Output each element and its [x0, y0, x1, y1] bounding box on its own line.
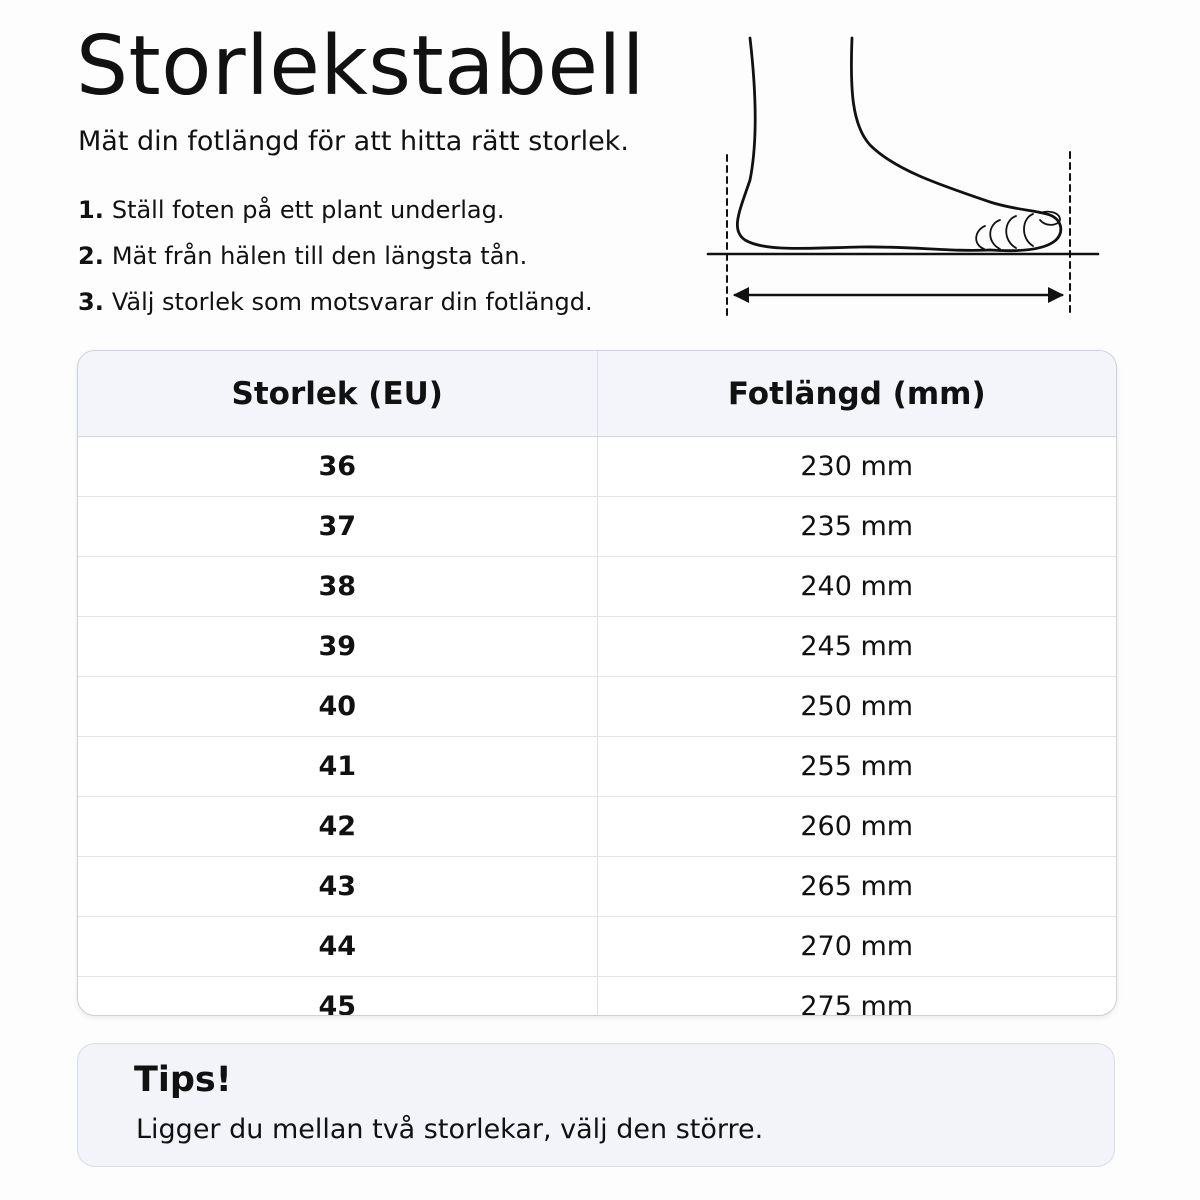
page-title: Storlekstabell [76, 19, 645, 114]
instruction-list [78, 192, 593, 330]
step-number: 2. [78, 242, 104, 270]
instruction-step [78, 192, 593, 238]
page-subtitle: Mät din fotlängd för att hitta rätt storlek. [78, 126, 629, 157]
length-cell: 260 mm [597, 797, 1116, 857]
step-text: Välj storlek som motsvarar din fotlängd. [111, 288, 593, 316]
tips-text: Ligger du mellan två storlekar, välj den större. [136, 1114, 764, 1145]
size-cell: 36 [78, 437, 597, 497]
size-cell: 39 [78, 617, 597, 677]
size-cell: 43 [78, 857, 597, 917]
table-row [78, 797, 1116, 857]
table-header-row [78, 351, 1116, 437]
size-cell: 37 [78, 497, 597, 557]
length-cell: 255 mm [597, 737, 1116, 797]
length-cell: 230 mm [597, 437, 1116, 497]
length-cell: 265 mm [597, 857, 1116, 917]
foot-measure-icon [700, 30, 1110, 325]
table-row [78, 437, 1116, 497]
table-row [78, 497, 1116, 557]
step-text: Ställ foten på ett plant underlag. [111, 196, 505, 224]
size-table [78, 351, 1116, 1016]
column-header-size: Storlek (EU) [78, 351, 597, 437]
length-cell: 235 mm [597, 497, 1116, 557]
instruction-step [78, 238, 593, 284]
step-number: 3. [78, 288, 104, 316]
table-row [78, 977, 1116, 1017]
length-cell: 270 mm [597, 917, 1116, 977]
length-cell: 240 mm [597, 557, 1116, 617]
table-row [78, 737, 1116, 797]
table-row [78, 617, 1116, 677]
tips-box [77, 1043, 1115, 1167]
table-row [78, 857, 1116, 917]
length-cell: 275 mm [800, 991, 914, 1016]
table-row [78, 677, 1116, 737]
length-cell: 250 mm [597, 677, 1116, 737]
size-cell: 45 [78, 977, 597, 1017]
length-cell: 245 mm [597, 617, 1116, 677]
step-text: Mät från hälen till den längsta tån. [111, 242, 528, 270]
tips-title: Tips! [134, 1060, 232, 1100]
size-cell: 41 [78, 737, 597, 797]
table-row [78, 557, 1116, 617]
size-cell: 40 [78, 677, 597, 737]
size-cell: 44 [78, 917, 597, 977]
step-number: 1. [78, 196, 104, 224]
size-cell: 42 [78, 797, 597, 857]
column-header-length: Fotlängd (mm) [597, 351, 1116, 437]
size-table-card [77, 350, 1117, 1016]
instruction-step [78, 284, 593, 330]
size-cell: 38 [78, 557, 597, 617]
table-row [78, 917, 1116, 977]
